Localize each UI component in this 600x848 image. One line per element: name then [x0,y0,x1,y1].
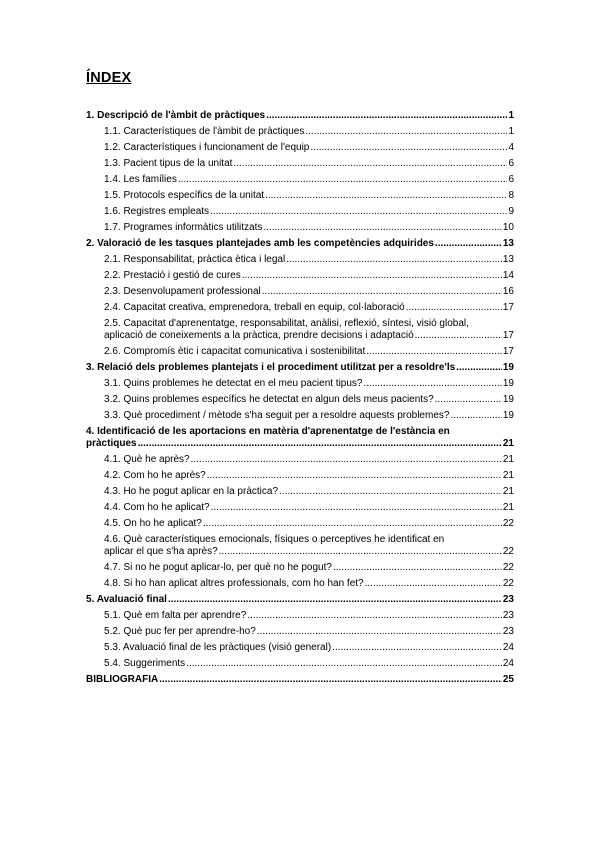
dot-leader [286,254,502,266]
toc-entry-text: 1.7. Programes informàtics utilitzats [104,222,263,233]
table-of-contents [86,106,514,686]
toc-entry-text: 1. Descripció de l'àmbit de pràctiques [86,110,266,121]
toc-entry[interactable] [86,670,514,686]
toc-page-number: 17 [502,302,514,313]
toc-page-number: 22 [502,518,514,529]
toc-page-number: 22 [502,562,514,573]
toc-entry[interactable] [86,186,514,202]
toc-entry-text: 4.2. Com ho he après? [104,470,206,481]
toc-entry-text: 3.3. Què procediment / mètode s'ha seguit per a resoldre aquests problemes? [104,410,450,421]
toc-page-number: 8 [508,190,514,201]
toc-entry-text: 5.3. Avaluació final de les pràctiques (visió general) [104,642,332,653]
toc-entry[interactable] [86,282,514,298]
toc-page-number: 21 [502,454,514,465]
dot-leader [333,562,502,574]
toc-entry-text: 1.1. Característiques de l'àmbit de pràctiques [104,126,305,137]
dot-leader [186,658,502,670]
toc-entry-text-line1: 4.6. Què característiques emocionals, físiques o perceptives he identificat en [104,534,445,545]
dot-leader [207,470,502,482]
toc-entry-text: 2.2. Prestació i gestió de cures [104,270,241,281]
toc-page-number: 19 [502,394,514,405]
toc-entry-text: 5. Avaluació final [86,594,167,605]
dot-leader [366,346,502,358]
dot-leader [242,270,502,282]
dot-leader [305,126,507,138]
toc-entry[interactable] [86,406,514,422]
toc-entry[interactable] [86,298,514,314]
toc-entry[interactable] [86,590,514,606]
dot-leader [266,110,507,122]
toc-page-number: 25 [502,674,514,685]
toc-page-number: 23 [502,626,514,637]
toc-page-number: 22 [502,578,514,589]
dot-leader [279,486,502,498]
dot-leader [365,578,502,590]
toc-page-number: 23 [502,610,514,621]
toc-entry-text: 3.1. Quins problemes he detectat en el meu pacient tipus? [104,378,363,389]
toc-entry[interactable] [86,358,514,374]
toc-entry[interactable] [86,654,514,670]
toc-page-number: 21 [502,502,514,513]
dot-leader [257,626,502,638]
toc-entry[interactable] [86,622,514,638]
toc-entry-text: BIBLIOGRAFIA [86,674,159,685]
toc-entry-text: 2.3. Desenvolupament professional [104,286,261,297]
toc-page-number: 17 [502,346,514,357]
toc-entry-text: 4.1. Què he après? [104,454,190,465]
toc-entry[interactable] [86,218,514,234]
dot-leader [219,546,502,558]
dot-leader [211,502,502,514]
toc-entry-text-line1: 4. Identificació de les aportacions en matèria d'aprenentatge de l'estància en [86,426,450,437]
dot-leader [159,674,502,686]
toc-entry-text: 4.5. On ho he aplicat? [104,518,202,529]
toc-entry-text: 3.2. Quins problemes específics he detectat en algun dels meus pacients? [104,394,434,405]
toc-entry[interactable] [86,170,514,186]
toc-entry-text: 5.4. Suggeriments [104,658,186,669]
toc-entry[interactable] [86,482,514,498]
dot-leader [203,518,502,530]
dot-leader [265,190,507,202]
toc-page-number: 10 [502,222,514,233]
dot-leader [263,222,501,234]
toc-page-number: 9 [508,206,514,217]
toc-page-number: 1 [508,110,514,121]
toc-entry-text: 5.2. Què puc fer per aprendre-ho? [104,626,256,637]
toc-entry-text: 2. Valoració de les tasques plantejades amb les competències adquirides [86,238,434,249]
toc-page-number: 22 [502,546,514,557]
toc-entry[interactable] [86,266,514,282]
dot-leader [178,174,508,186]
toc-entry[interactable] [86,250,514,266]
dot-leader [310,142,507,154]
toc-entry[interactable] [86,202,514,218]
toc-entry-text: 4.8. Si ho han aplicat altres professionals, com ho han fet? [104,578,364,589]
toc-entry[interactable] [86,342,514,358]
dot-leader [415,330,502,342]
dot-leader [435,394,502,406]
toc-page-number: 1 [508,126,514,137]
toc-page-number: 24 [502,642,514,653]
toc-entry-text: 2.1. Responsabilitat, pràctica ètica i legal [104,254,286,265]
toc-page-number: 17 [502,330,514,341]
toc-page-number: 6 [508,158,514,169]
toc-page-number: 19 [502,378,514,389]
dot-leader [210,206,507,218]
toc-entry-text: pràctiques [86,438,137,449]
toc-entry[interactable] [86,530,514,558]
toc-entry-text: 2.6. Compromís ètic i capacitat comunicativa i sostenibilitat [104,346,366,357]
toc-entry[interactable] [86,606,514,622]
toc-entry-text: 5.1. Què em falta per aprendre? [104,610,247,621]
toc-entry-text: aplicació de coneixements a la pràctica, prendre decisions i adaptació [104,330,414,341]
toc-entry[interactable] [86,374,514,390]
dot-leader [332,642,502,654]
toc-page-number: 21 [502,486,514,497]
toc-entry[interactable] [86,154,514,170]
toc-page-number: 13 [502,254,514,265]
dot-leader [364,378,502,390]
toc-entry-text: 4.3. Ho he pogut aplicar en la pràctica? [104,486,278,497]
dot-leader [456,362,502,374]
toc-entry[interactable] [86,498,514,514]
toc-page-number: 13 [502,238,514,249]
toc-entry-text-line1: 2.5. Capacitat d'aprenentatge, responsabilitat, anàlisi, reflexió, síntesi, visió global, [104,318,469,329]
toc-page-number: 4 [508,142,514,153]
toc-entry-text: 3. Relació dels problemes plantejats i el procediment utilitzat per a resoldre'ls [86,362,456,373]
toc-page-number: 16 [502,286,514,297]
toc-entry[interactable] [86,234,514,250]
toc-page-number: 23 [502,594,514,605]
toc-entry-text: 1.6. Registres empleats [104,206,210,217]
toc-entry[interactable] [86,514,514,530]
toc-page-number: 21 [502,470,514,481]
dot-leader [191,454,502,466]
toc-entry[interactable] [86,574,514,590]
toc-entry[interactable] [86,314,514,342]
dot-leader [233,158,507,170]
toc-entry-text: 2.4. Capacitat creativa, emprenedora, treball en equip, col·laboració [104,302,405,313]
toc-entry[interactable] [86,138,514,154]
toc-entry-text: 1.4. Les famílies [104,174,177,185]
toc-page-number: 24 [502,658,514,669]
toc-entry[interactable] [86,466,514,482]
toc-entry[interactable] [86,106,514,122]
toc-entry[interactable] [86,450,514,466]
toc-entry[interactable] [86,390,514,406]
toc-entry-text: 4.4. Com ho he aplicat? [104,502,210,513]
toc-entry-text: 1.2. Característiques i funcionament de l'equip [104,142,310,153]
dot-leader [138,438,502,450]
toc-entry-text: 1.3. Pacient tipus de la unitat [104,158,233,169]
toc-entry[interactable] [86,122,514,138]
dot-leader [262,286,502,298]
toc-entry[interactable] [86,422,514,450]
dot-leader [168,594,502,606]
toc-entry[interactable] [86,638,514,654]
toc-page-number: 6 [508,174,514,185]
dot-leader [406,302,502,314]
toc-entry-text: 1.5. Protocols específics de la unitat [104,190,265,201]
page-title: ÍNDEX [86,70,132,86]
dot-leader [435,238,502,250]
toc-page-number: 19 [502,410,514,421]
dot-leader [450,410,501,422]
toc-page-number: 19 [502,362,514,373]
toc-page-number: 14 [502,270,514,281]
toc-entry-text: aplicar el que s'ha après? [104,546,218,557]
toc-entry[interactable] [86,558,514,574]
toc-page-number: 21 [502,438,514,449]
toc-entry-text: 4.7. Si no he pogut aplicar-lo, per què no he pogut? [104,562,332,573]
dot-leader [247,610,502,622]
